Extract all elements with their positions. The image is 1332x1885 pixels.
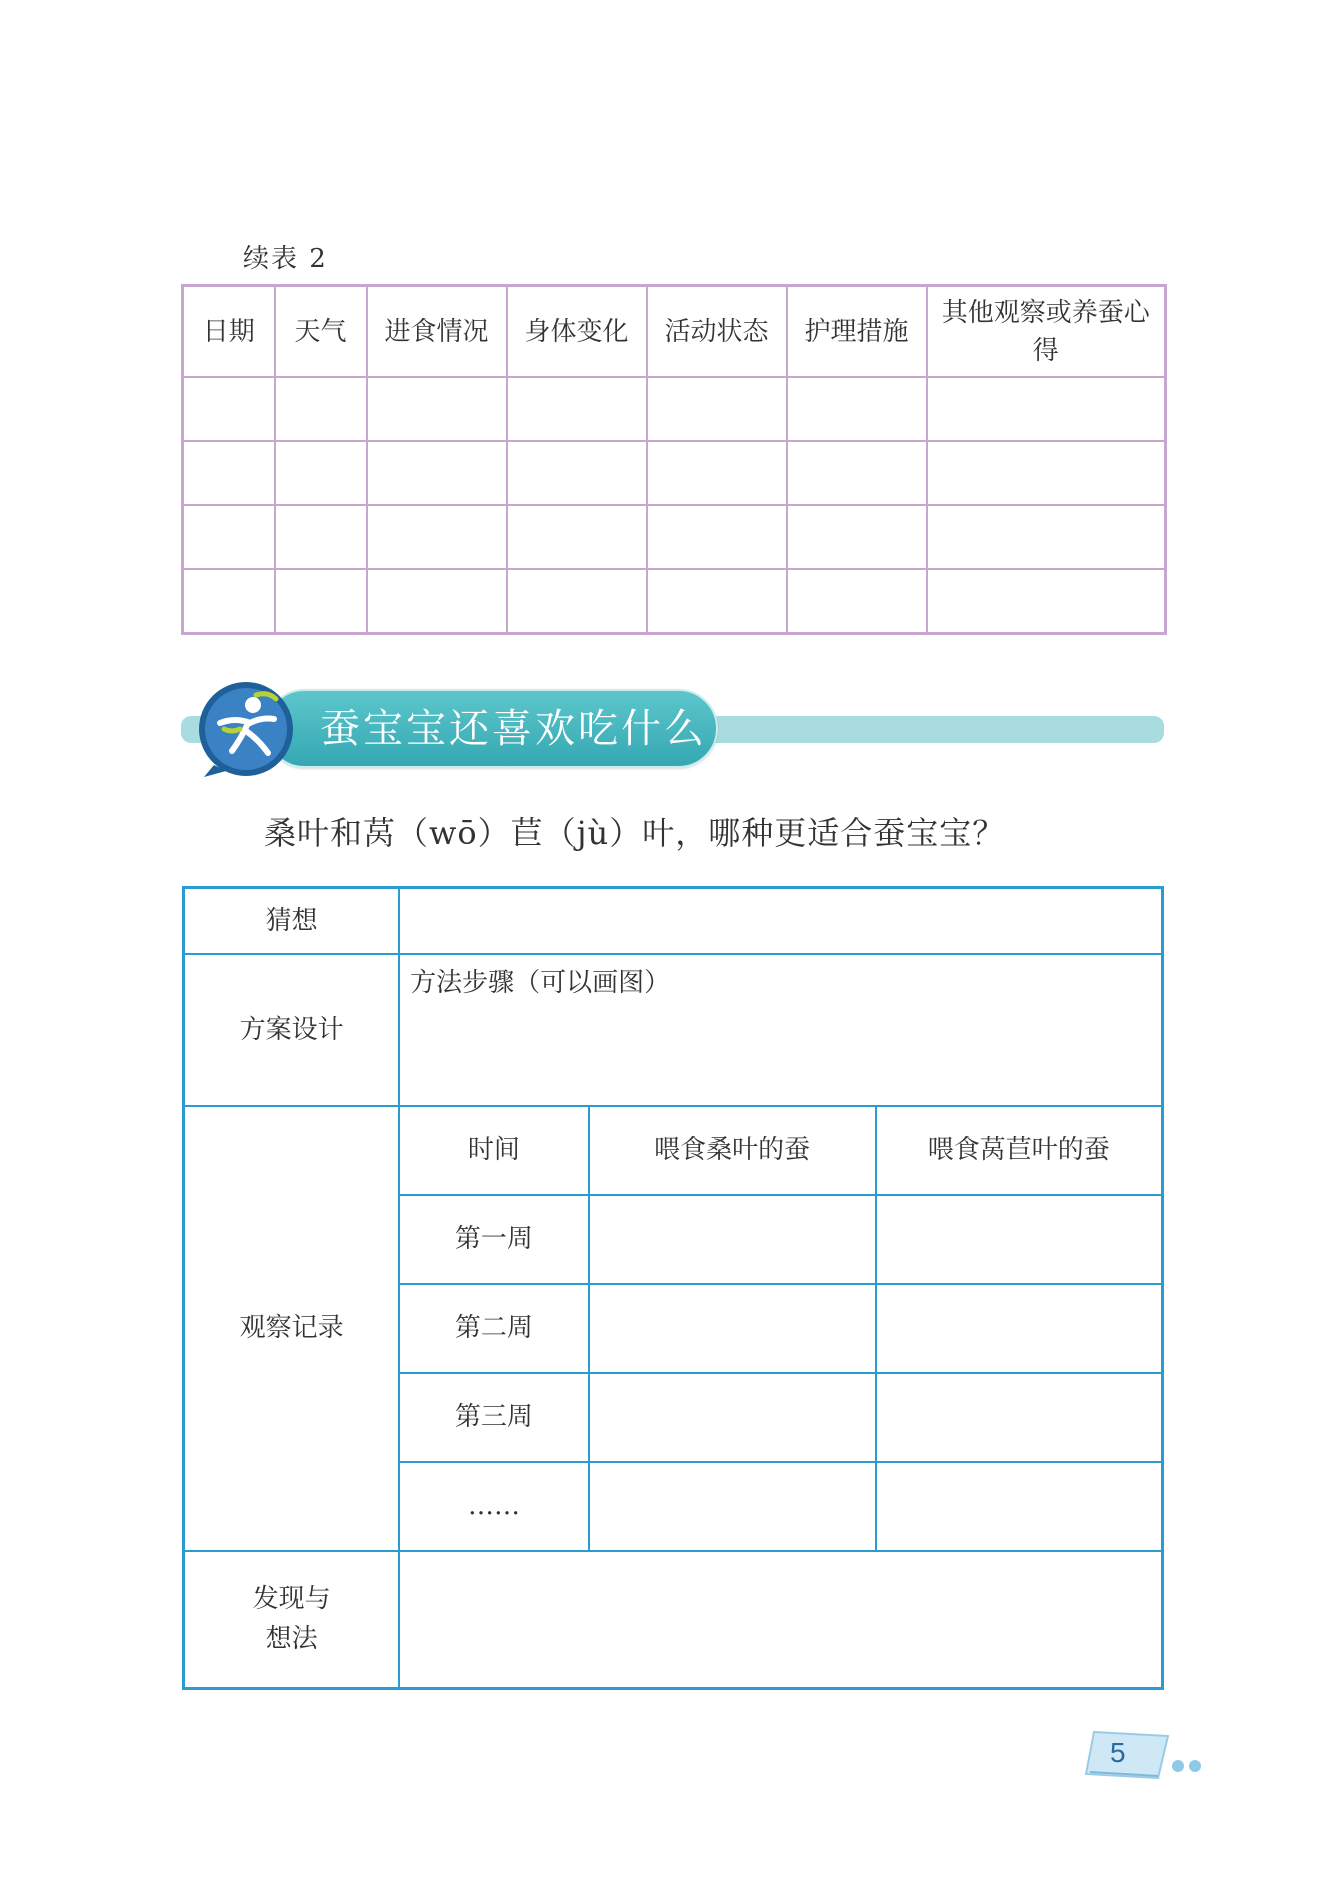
findings-input[interactable] (399, 1551, 1162, 1689)
findings-label-line2: 想法 (265, 1624, 318, 1655)
table-cell[interactable] (183, 441, 275, 505)
decor-dot-icon (1172, 1760, 1184, 1772)
table-cell[interactable] (507, 441, 647, 505)
guess-row (184, 888, 1163, 954)
plan-hint: 方法步骤（可以画图） (410, 967, 671, 998)
table-cell[interactable] (507, 377, 647, 441)
table-cell[interactable] (927, 377, 1166, 441)
table-cell[interactable] (876, 1373, 1163, 1462)
header-activity: 活动状态 (647, 286, 787, 378)
table-cell[interactable] (787, 505, 927, 569)
table-cell[interactable] (275, 569, 367, 634)
decor-dot-icon (1189, 1760, 1201, 1772)
table-cell[interactable] (507, 569, 647, 634)
table-cell[interactable] (367, 505, 507, 569)
table-row (183, 441, 1166, 505)
silkworm-observation-table (181, 284, 1167, 635)
table-cell[interactable] (876, 1284, 1163, 1373)
table-cell[interactable] (275, 377, 367, 441)
table-cell[interactable] (183, 569, 275, 634)
week-label: 第三周 (399, 1373, 589, 1462)
week-label: 第二周 (399, 1284, 589, 1373)
findings-row (184, 1551, 1163, 1689)
table-row (183, 377, 1166, 441)
mulberry-header: 喂食桑叶的蚕 (589, 1106, 876, 1195)
guess-input[interactable] (399, 888, 1162, 954)
table-cell[interactable] (367, 441, 507, 505)
child-running-icon (196, 679, 296, 779)
experiment-question: 桑叶和莴（wō）苣（jù）叶，哪种更适合蚕宝宝？ (264, 814, 1006, 852)
table-cell[interactable] (589, 1462, 876, 1551)
header-eating: 进食情况 (367, 286, 507, 378)
section-title: 蚕宝宝还喜欢吃什么 (320, 706, 707, 752)
table-cell[interactable] (275, 441, 367, 505)
findings-label-line1: 发现与 (252, 1584, 331, 1615)
table-cell[interactable] (647, 441, 787, 505)
observation-label: 观察记录 (184, 1106, 400, 1551)
page-number-badge-icon (1084, 1728, 1170, 1782)
guess-label: 猜想 (184, 888, 400, 954)
table-cell[interactable] (647, 505, 787, 569)
experiment-record-table (182, 886, 1164, 1690)
table-cell[interactable] (367, 569, 507, 634)
header-body-change: 身体变化 (507, 286, 647, 378)
time-header: 时间 (399, 1106, 589, 1195)
table-cell[interactable] (647, 569, 787, 634)
table-cell[interactable] (275, 505, 367, 569)
lettuce-header: 喂食莴苣叶的蚕 (876, 1106, 1163, 1195)
header-care: 护理措施 (787, 286, 927, 378)
table-header-row (183, 286, 1166, 378)
plan-label: 方案设计 (184, 954, 400, 1106)
plan-input[interactable] (399, 954, 1162, 1106)
table-cell[interactable] (787, 441, 927, 505)
table-row (183, 569, 1166, 634)
observation-header-row (184, 1106, 1163, 1195)
plan-row (184, 954, 1163, 1106)
table-cell[interactable] (927, 441, 1166, 505)
table-cell[interactable] (589, 1284, 876, 1373)
table-cell[interactable] (927, 505, 1166, 569)
header-date: 日期 (183, 286, 275, 378)
table-cell[interactable] (183, 377, 275, 441)
week-label: …… (399, 1462, 589, 1551)
table-cell[interactable] (876, 1462, 1163, 1551)
table-cell[interactable] (787, 569, 927, 634)
findings-label (184, 1551, 400, 1689)
table-cell[interactable] (183, 505, 275, 569)
table-cell[interactable] (589, 1195, 876, 1284)
table-row (183, 505, 1166, 569)
table-cell[interactable] (927, 569, 1166, 634)
table-cell[interactable] (787, 377, 927, 441)
week-label: 第一周 (399, 1195, 589, 1284)
header-weather: 天气 (275, 286, 367, 378)
table-cell[interactable] (507, 505, 647, 569)
table-cell[interactable] (589, 1373, 876, 1462)
table-caption: 续表 2 (243, 244, 328, 274)
header-other-notes: 其他观察或养蚕心得 (927, 286, 1166, 378)
table-cell[interactable] (647, 377, 787, 441)
table-cell[interactable] (367, 377, 507, 441)
page-number: 5 (1110, 1737, 1126, 1768)
table-cell[interactable] (876, 1195, 1163, 1284)
